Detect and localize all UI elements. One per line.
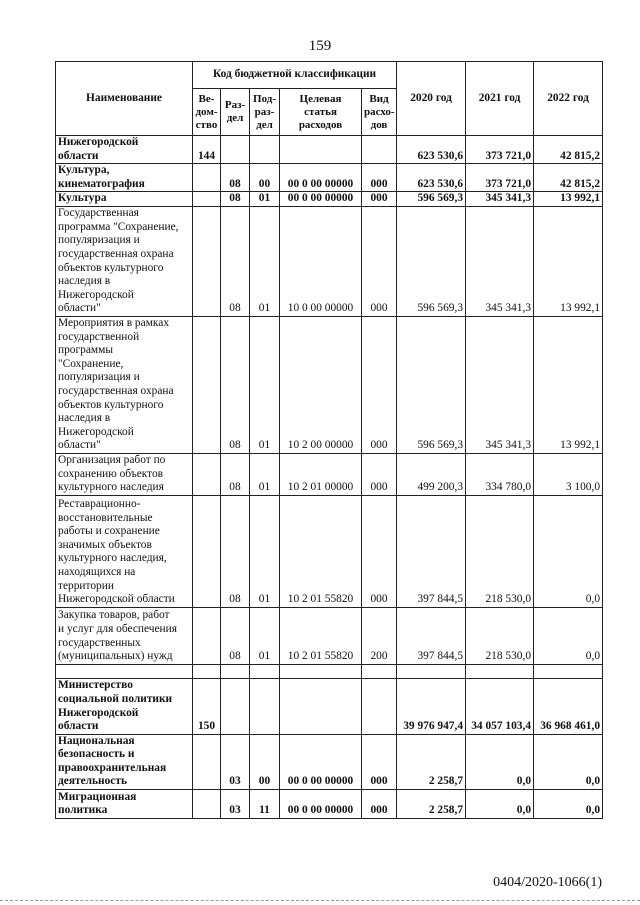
row-dept [193,495,221,607]
header-budget-code: Код бюджетной классификации [193,62,397,89]
row-name: Культура, кинематография [56,164,193,192]
row-2022: 13 992,1 [534,316,603,453]
table-row [56,453,603,495]
row-subsection: 11 [250,790,280,819]
row-2020: 596 569,3 [397,316,466,453]
table-row [56,734,603,789]
row-dept [193,664,221,678]
row-exptype [362,664,397,678]
table-row [56,316,603,453]
row-target [280,136,362,164]
row-exptype: 000 [362,453,397,495]
row-target: 00 0 00 00000 [280,734,362,789]
row-name: Закупка товаров, работ и услуг для обеспечения государственных (муниципальных) нужд [56,607,193,664]
row-2022: 0,0 [534,495,603,607]
row-name: Нижегородской области [56,136,193,164]
row-2021: 34 057 103,4 [466,678,534,734]
row-section: 03 [221,790,250,819]
row-subsection: 01 [250,316,280,453]
header-2020: 2020 год [397,62,466,136]
row-dept [193,164,221,192]
row-2021: 373 721,0 [466,164,534,192]
row-dept [193,316,221,453]
row-subsection: 01 [250,206,280,316]
row-target [280,678,362,734]
row-2020: 2 258,7 [397,790,466,819]
header-subsection: Под- раз- дел [250,89,280,136]
row-name: Министерство социальной политики Нижегородской области [56,678,193,734]
row-name [56,664,193,678]
row-name: Мероприятия в рамках государственной программы "Сохранение, популяризация и государственная охрана объектов культурного наследия в Нижегородской области" [56,316,193,453]
row-exptype: 000 [362,316,397,453]
row-exptype: 000 [362,734,397,789]
row-2021 [466,664,534,678]
row-2021: 373 721,0 [466,136,534,164]
row-2021: 345 341,3 [466,316,534,453]
row-exptype: 000 [362,206,397,316]
row-2021: 218 530,0 [466,495,534,607]
header-section: Раз- дел [221,89,250,136]
row-2021: 0,0 [466,790,534,819]
table-row [56,664,603,678]
row-dept: 144 [193,136,221,164]
row-2022: 42 815,2 [534,164,603,192]
header-2022: 2022 год [534,62,603,136]
page-number: 159 [308,38,332,54]
row-exptype [362,678,397,734]
row-target: 00 0 00 00000 [280,164,362,192]
row-name: Государственная программа "Сохранение, популяризация и государственная охрана объектов культурного наследия в Нижегородской области" [56,206,193,316]
row-target: 10 2 01 55820 [280,495,362,607]
row-section: 08 [221,453,250,495]
table-row [56,607,603,664]
row-section: 08 [221,206,250,316]
table-row [56,678,603,734]
row-2020: 596 569,3 [397,192,466,207]
row-section: 08 [221,495,250,607]
row-name: Организация работ по сохранению объектов культурного наследия [56,453,193,495]
row-2020: 596 569,3 [397,206,466,316]
row-subsection: 01 [250,607,280,664]
row-target: 10 2 00 00000 [280,316,362,453]
row-section: 08 [221,607,250,664]
row-target: 10 0 00 00000 [280,206,362,316]
row-exptype: 000 [362,495,397,607]
header-exptype: Вид расхо- дов [362,89,397,136]
row-2021: 345 341,3 [466,192,534,207]
table-row [56,790,603,819]
row-exptype: 000 [362,790,397,819]
row-2022: 13 992,1 [534,206,603,316]
row-subsection [250,664,280,678]
table-row [56,192,603,207]
row-subsection [250,678,280,734]
row-section: 03 [221,734,250,789]
row-target [280,664,362,678]
table-row [56,136,603,164]
row-target: 10 2 01 00000 [280,453,362,495]
row-subsection: 00 [250,164,280,192]
row-name: Миграционная политика [56,790,193,819]
row-2020: 623 530,6 [397,136,466,164]
row-dept [193,192,221,207]
row-section [221,678,250,734]
row-2020: 623 530,6 [397,164,466,192]
row-2020: 397 844,5 [397,495,466,607]
row-dept [193,790,221,819]
header-name: Наименование [56,62,193,136]
row-dept [193,206,221,316]
row-2022: 36 968 461,0 [534,678,603,734]
row-target: 10 2 01 55820 [280,607,362,664]
row-2022: 3 100,0 [534,453,603,495]
row-2022: 0,0 [534,607,603,664]
row-2020: 39 976 947,4 [397,678,466,734]
row-name: Культура [56,192,193,207]
row-name: Национальная безопасность и правоохранительная деятельность [56,734,193,789]
row-2020 [397,664,466,678]
row-exptype [362,136,397,164]
row-2020: 397 844,5 [397,607,466,664]
row-section [221,664,250,678]
row-dept: 150 [193,678,221,734]
row-target: 00 0 00 00000 [280,790,362,819]
row-subsection: 01 [250,192,280,207]
row-2022: 42 815,2 [534,136,603,164]
row-exptype: 200 [362,607,397,664]
header-2021: 2021 год [466,62,534,136]
row-target: 00 0 00 00000 [280,192,362,207]
row-section [221,136,250,164]
row-exptype: 000 [362,192,397,207]
row-2022: 0,0 [534,790,603,819]
row-subsection [250,136,280,164]
row-subsection: 01 [250,453,280,495]
row-2021: 0,0 [466,734,534,789]
row-2022: 0,0 [534,734,603,789]
row-dept [193,607,221,664]
table-row [56,206,603,316]
scan-edge-divider [0,900,640,901]
row-dept [193,734,221,789]
row-2020: 499 200,3 [397,453,466,495]
table-body [56,136,603,819]
row-2022: 13 992,1 [534,192,603,207]
row-exptype: 000 [362,164,397,192]
row-2020: 2 258,7 [397,734,466,789]
table-row [56,164,603,192]
row-2021: 218 530,0 [466,607,534,664]
document-code: 0404/2020-1066(1) [493,875,602,890]
row-2022 [534,664,603,678]
row-section: 08 [221,164,250,192]
header-dept: Ве- дом- ство [193,89,221,136]
header-target: Целевая статья расходов [280,89,362,136]
row-name: Реставрационно- восстановительные работы и сохранение значимых объектов культурного наследия, находящихся на территории Нижегородской области [56,495,193,607]
row-section: 08 [221,192,250,207]
row-subsection: 01 [250,495,280,607]
row-2021: 345 341,3 [466,206,534,316]
row-section: 08 [221,316,250,453]
budget-table [55,61,603,819]
table-row [56,495,603,607]
row-dept [193,453,221,495]
row-2021: 334 780,0 [466,453,534,495]
row-subsection: 00 [250,734,280,789]
